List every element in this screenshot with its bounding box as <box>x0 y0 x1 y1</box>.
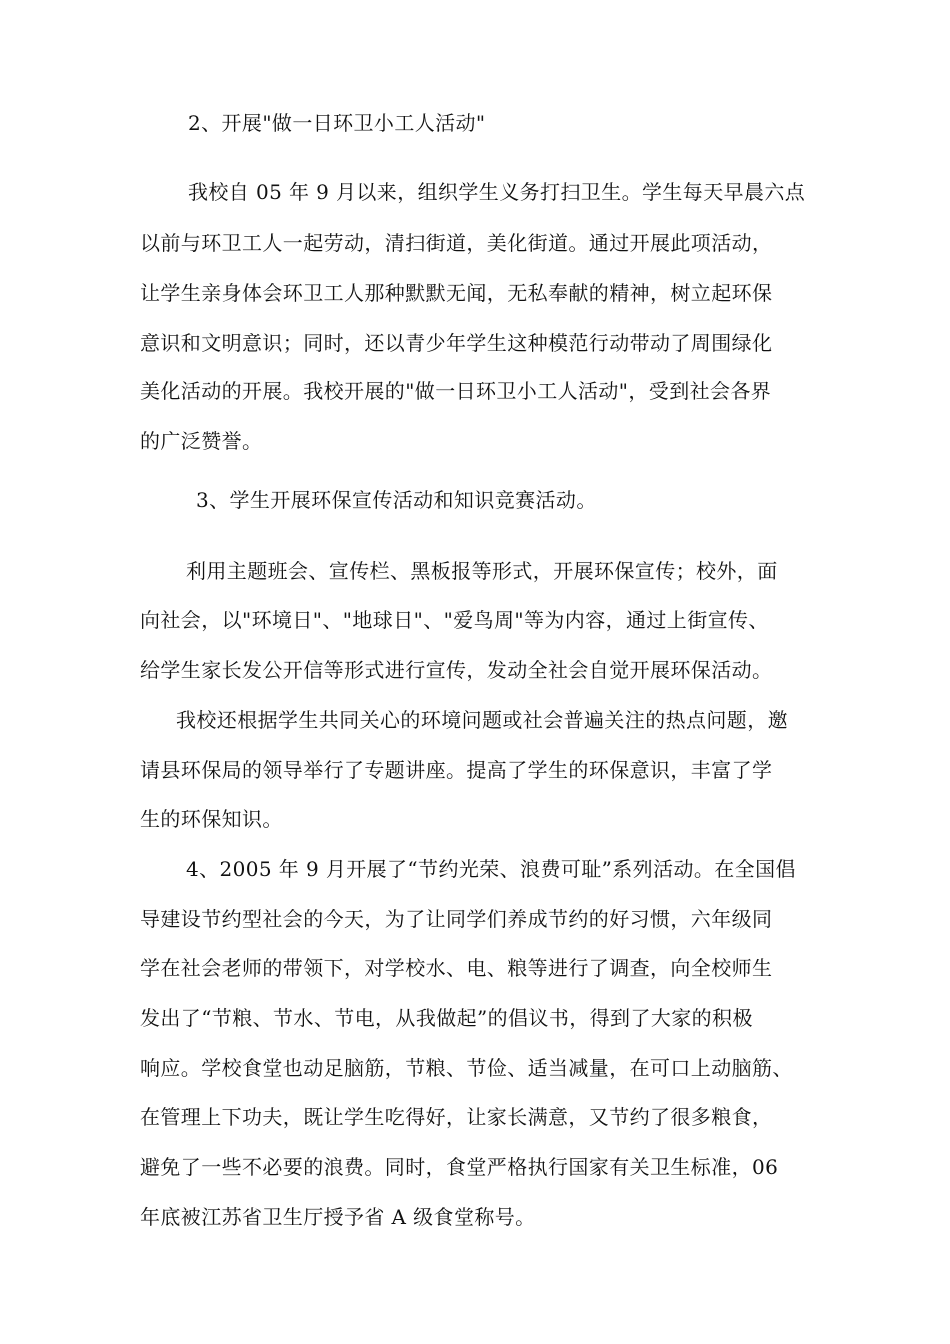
section-2-paragraph-line: 以前与环卫工人一起劳动，清扫街道，美化街道。通过开展此项活动， <box>140 231 773 255</box>
section-2-paragraph-line: 美化活动的开展。我校开展的"做一日环卫小工人活动"，受到社会各界 <box>140 379 772 403</box>
section-3-paragraph-line: 我校还根据学生共同关心的环境问题或社会普遍关注的热点问题，邀 <box>176 708 788 732</box>
section-3-paragraph-line: 生的环保知识。 <box>140 807 283 831</box>
section-4-paragraph-line: 年底被江苏省卫生厅授予省 A 级食堂称号。 <box>140 1205 536 1229</box>
section-2-paragraph-line: 我校自 05 年 9 月以来，组织学生义务打扫卫生。学生每天早晨六点 <box>188 180 806 204</box>
section-4-paragraph-line: 在管理上下功夫，既让学生吃得好，让家长满意，又节约了很多粮食， <box>140 1105 773 1129</box>
section-2-paragraph-line: 让学生亲身体会环卫工人那种默默无闻，无私奉献的精神，树立起环保 <box>140 281 773 305</box>
section-3-paragraph-line: 向社会，以"环境日"、"地球日"、"爱鸟周"等为内容，通过上街宣传、 <box>140 608 769 632</box>
section-2-heading: 2、开展"做一日环卫小工人活动" <box>188 111 486 135</box>
section-3-heading: 3、学生开展环保宣传活动和知识竞赛活动。 <box>196 488 597 512</box>
section-4-paragraph-line: 导建设节约型社会的今天，为了让同学们养成节约的好习惯，六年级同 <box>140 907 773 931</box>
section-4-paragraph-line: 学在社会老师的带领下，对学校水、电、粮等进行了调查，向全校师生 <box>140 956 773 980</box>
section-4-paragraph-line: 响应。学校食堂也动足脑筋，节粮、节俭、适当减量，在可口上动脑筋、 <box>140 1056 793 1080</box>
section-3-paragraph-line: 利用主题班会、宣传栏、黑板报等形式，开展环保宣传；校外，面 <box>186 559 778 583</box>
section-2-paragraph-line: 的广泛赞誉。 <box>140 429 263 453</box>
section-3-paragraph-line: 请县环保局的领导举行了专题讲座。提高了学生的环保意识，丰富了学 <box>140 758 773 782</box>
section-4-paragraph-line: 4、2005 年 9 月开展了“节约光荣、浪费可耻”系列活动。在全国倡 <box>186 857 796 881</box>
section-2-paragraph-line: 意识和文明意识；同时，还以青少年学生这种模范行动带动了周围绿化 <box>140 331 773 355</box>
section-4-paragraph-line: 避免了一些不必要的浪费。同时，食堂严格执行国家有关卫生标准，06 <box>140 1155 779 1179</box>
section-4-paragraph-line: 发出了“节粮、节水、节电，从我做起”的倡议书，得到了大家的积极 <box>140 1006 753 1030</box>
section-3-paragraph-line: 给学生家长发公开信等形式进行宣传，发动全社会自觉开展环保活动。 <box>140 658 773 682</box>
